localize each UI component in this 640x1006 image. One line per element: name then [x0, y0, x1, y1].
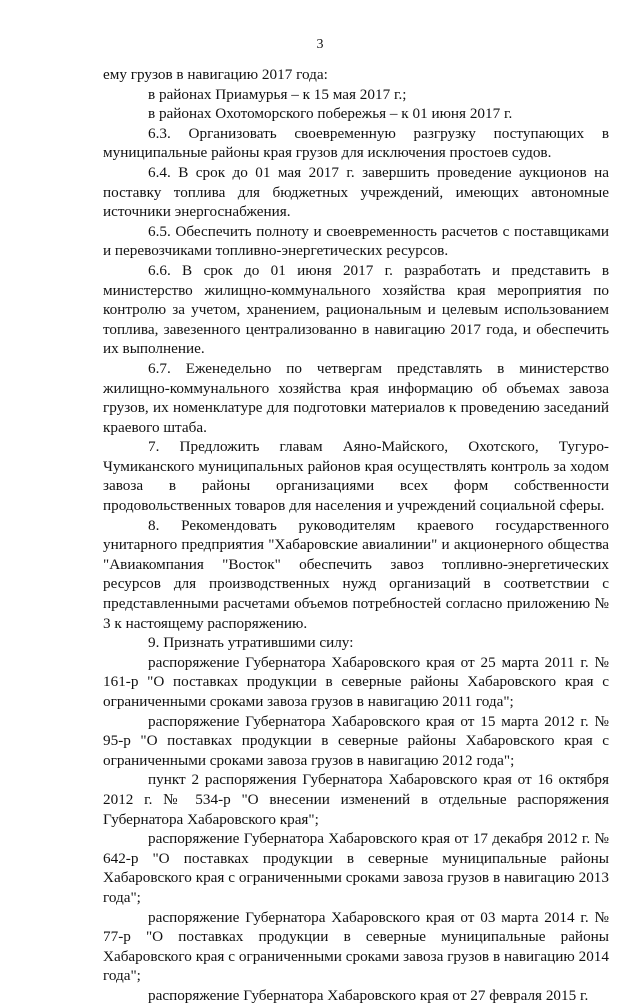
paragraph: 6.6. В срок до 01 июня 2017 г. разработать и представить в министерство жилищно-коммунального хозяйства края мероприятия по контролю за учетом, хранением, рациональным и целевым использованием топлива, завезенного централизованно в навигацию 2017 года, и обеспечить их выполнение. — [103, 261, 609, 358]
paragraph: 8. Рекомендовать руководителям краевого государственного унитарного предприятия "Хабаровские авиалинии" и акционерного общества "Авиакомпания "Восток" обеспечить завоз топливно-энергетических ресурсов для производственных нужд организаций в соответствии с представленными расчетами объемов потребностей согласно приложению № 3 к настоящему распоряжению. — [103, 516, 609, 632]
document-body — [103, 65, 609, 1006]
paragraph: 6.4. В срок до 01 мая 2017 г. завершить проведение аукционов на поставку топлива для бюджетных учреждений, имеющих автономные источники энергоснабжения. — [103, 163, 609, 221]
paragraph: распоряжение Губернатора Хабаровского края от 17 декабря 2012 г. № 642-р "О поставках продукции в северные муниципальные районы Хабаровского края с ограниченными сроками завоза грузов в навигацию 2013 года"; — [103, 830, 609, 906]
paragraph: 6.7. Еженедельно по четвергам представлять в министерство жилищно-коммунального хозяйства края информацию об объемах завоза грузов, их номенклатуре для подготовки материалов к проведению заседаний краевого штаба. — [103, 359, 609, 436]
paragraph: 6.5. Обеспечить полноту и своевременность расчетов с поставщиками и перевозчиками топливно-энергетических ресурсов. — [103, 222, 609, 260]
paragraph: 9. Признать утратившими силу: — [148, 634, 354, 652]
paragraph: распоряжение Губернатора Хабаровского края от 25 марта 2011 г. № 161-р "О поставках продукции в северные районы Хабаровского края с ограниченными сроками завоза грузов в навигацию 2011 года"; — [103, 653, 609, 710]
paragraph: 6.3. Организовать своевременную разгрузку поступающих в муниципальные районы края грузов для исключения простоев судов. — [103, 124, 609, 162]
paragraph: распоряжение Губернатора Хабаровского края от 27 февраля 2015 г. — [148, 986, 589, 1004]
paragraph: ему грузов в навигацию 2017 года: — [103, 66, 328, 83]
paragraph: распоряжение Губернатора Хабаровского края от 03 марта 2014 г. № 77-р "О поставках продукции в северные муниципальные районы Хабаровского края с ограниченными сроками завоза грузов в навигацию 2014 года"; — [103, 908, 609, 985]
paragraph: в районах Охотоморского побережья – к 01 июня 2017 г. — [148, 105, 513, 123]
paragraph: 7. Предложить главам Аяно-Майского, Охотского, Тугуро-Чумиканского муниципальных районов края осуществлять контроль за ходом завоза в районы организациями всех форм собственности продовольственных товаров для населения и учреждений социальной сферы. — [103, 438, 609, 515]
paragraph: пункт 2 распоряжения Губернатора Хабаровского края от 16 октября 2012 г. № 534-р "О внесении изменений в отдельные распоряжения Губернатора Хабаровского края"; — [103, 771, 609, 828]
paragraph: распоряжение Губернатора Хабаровского края от 15 марта 2012 г. № 95-р "О поставках продукции в северные районы Хабаровского края с ограниченными сроками завоза грузов в навигацию 2012 года"; — [103, 712, 609, 769]
paragraph: в районах Приамурья – к 15 мая 2017 г.; — [148, 85, 407, 103]
page-number: 3 — [316, 37, 324, 52]
